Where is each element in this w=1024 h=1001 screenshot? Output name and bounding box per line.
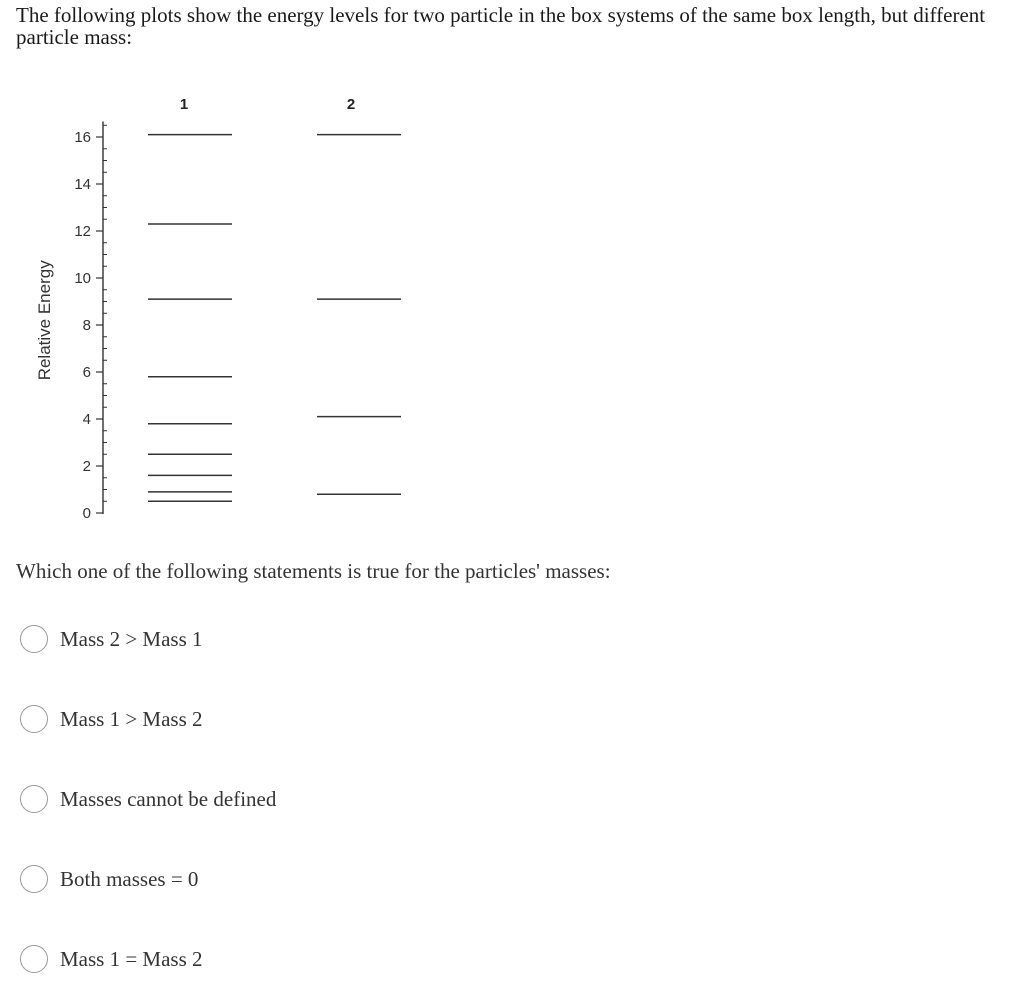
question-intro-text: The following plots show the energy levels for two particle in the box systems of the same box length, but different particle mass: <box>16 3 986 49</box>
option-label: Mass 1 = Mass 2 <box>60 946 203 971</box>
series-label: 2 <box>346 96 356 113</box>
radio-button[interactable] <box>20 785 48 813</box>
y-tick-label: 12 <box>74 223 91 240</box>
answer-option[interactable] <box>20 702 203 736</box>
option-label: Masses cannot be defined <box>60 786 277 811</box>
y-tick-label: 6 <box>82 364 91 381</box>
y-axis-label: Relative Energy <box>35 260 54 381</box>
series-label: 1 <box>179 96 189 113</box>
y-tick-label: 0 <box>82 505 91 522</box>
y-tick-label: 10 <box>74 270 91 287</box>
radio-button[interactable] <box>20 945 48 973</box>
question-text: Which one of the following statements is true for the particles' masses: <box>16 559 611 583</box>
option-label: Mass 2 > Mass 1 <box>60 626 203 651</box>
energy-level-chart <box>0 80 440 540</box>
y-tick-label: 14 <box>74 176 91 193</box>
y-tick-label: 16 <box>74 129 91 146</box>
answer-option[interactable] <box>20 782 276 816</box>
y-tick-label: 2 <box>82 458 91 475</box>
option-label: Mass 1 > Mass 2 <box>60 706 203 731</box>
radio-button[interactable] <box>20 625 48 653</box>
y-tick-label: 4 <box>82 411 91 428</box>
answer-option[interactable] <box>20 942 203 976</box>
answer-option[interactable] <box>20 862 198 896</box>
y-tick-label: 8 <box>82 317 91 334</box>
radio-button[interactable] <box>20 865 48 893</box>
option-label: Both masses = 0 <box>60 866 199 891</box>
energy-level-figure <box>0 80 440 540</box>
answer-option[interactable] <box>20 622 203 656</box>
radio-button[interactable] <box>20 705 48 733</box>
